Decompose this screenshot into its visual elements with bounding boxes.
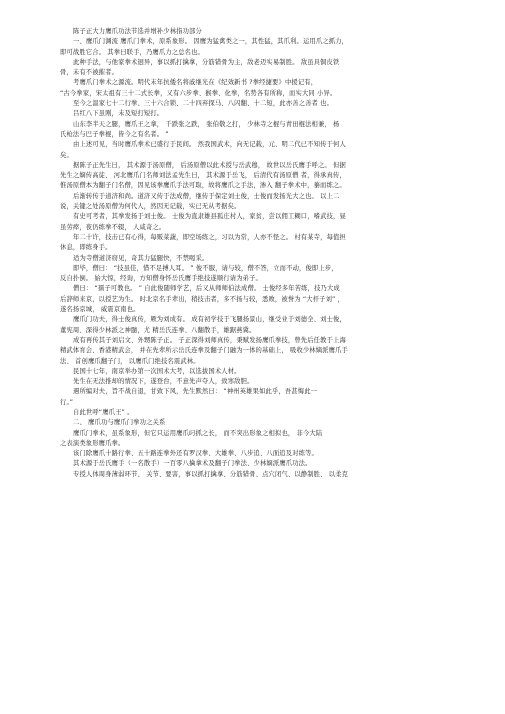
text-line: 年二十许，技击已有心得，每贩菜蔬，即空场练之，习以为常，人亦不怪之。 村有某寺，每值担 — [73, 233, 346, 241]
text-line: 后渐转传于道济和尚。道济又传于法成僧，继传于保定刘士俊，士俊而发扬光大之也。 以上二 — [73, 192, 340, 200]
text-line: 惟汤原僧本为翻子门名僧，因见该拳鹰爪手法可取，故将鹰爪之手法，渗入 翻子拳术中，蓁而练之。 — [60, 182, 346, 190]
text-line: 二、 鹰爪功与鹰爪门拳功之关系 — [73, 419, 166, 427]
text-line: 至今之温家七十二行拳、三十六合锁、二十四弃探马、八闪翻、十二短，此亦善之善者 也。 — [73, 100, 334, 108]
text-line: 骨，未有不被摧者。 — [60, 69, 119, 77]
text-line: 行。” — [60, 398, 74, 406]
text-line: 考鹰爪门拳术之源流。明代末年抗倭名将戚继光在《纪效新书 ?拳经捷要》中援记有， — [73, 79, 318, 87]
text-line: 之表演类象形鹰爪拳。 — [60, 439, 125, 447]
text-line: 后辞师来京，以授艺为生。 时北京名手辈出，稍技击者，多不扬与较，悉败，被誉为 “大杆子刘” ， — [60, 295, 345, 303]
text-line: 鹰爪门功夫，得士俊真传，厥为刘成有。 成有初学技于飞腿扬景山，继受业于刘德全、刘士俊， — [73, 316, 346, 324]
text-line: 此种手法，与他家拳术迥异，事以抓打擒拿，分筋错骨为主，敌老迈实易制胜。 敌虽具铜皮铁 — [73, 58, 340, 66]
text-line: 先生在无法推却的情况下，遂登台，不意先声夺人，致寒敌胆。 — [73, 378, 254, 386]
text-line: 说，关键之处汤原僧为何代人，然因无记载，实已无从考据矣。 — [60, 203, 241, 211]
text-line: 专授人体周身薄弱环节、 关节、要害，事以抓打擒拿、分筋错骨、点穴闭气、以静制胜、 以柔克 — [73, 470, 349, 478]
text-line: 休息，即练身手。 — [60, 244, 112, 252]
text-line: 鹰爪门拳术，虽系象形，但它只运用鹰爪叼抓之长， 而不突出形象之相拟也， 非今大陆 — [73, 429, 323, 437]
text-line: 法、 首创鹰爪翻子门， 以鹰爪门绝技名震武林。 — [60, 357, 200, 365]
text-line: 反自扑倒。 始大惊，经询，方知僧身怀岳氏鹰手绝技遂顺行请为弟子。 — [60, 275, 263, 283]
text-line: 即可战胜它合。 其拳曰联手，乃鹰爪力之总名也。 — [60, 48, 204, 56]
text-line: 成有再传其子刘启文、外甥陈子正。 子正深得刘师真传，秉赋发扬鹰爪拳技，曾先后任教于上海 — [73, 336, 346, 344]
text-line: 吕红八下虽刚，未及短打短打。 — [73, 110, 164, 118]
text-line: 先生之嫡传高徒、 河北鹰爪门名师刘法孟先生曰， 其术源于岳飞， 后清代有汤原僧 者，得承真传， — [60, 172, 346, 180]
text-line: 适为寺僧道济窃见，奇其力猛腿快，不禁喝采。 — [73, 254, 209, 262]
text-line: 民国十七年，南京举办第一次国术大考，以选拔国术人材。 — [73, 367, 241, 375]
text-line: 遂名扬京城， 威震京南也。 — [60, 306, 140, 314]
text-line: 即毕，僧曰： “技虽佳，惜不足搏人耳。 ” 俊不服，请与较，僧不答，立而不动，俊即上步， — [73, 264, 338, 272]
text-line: 氏枪法与巴子拳棍，皆今之有名者。 ” — [60, 130, 169, 138]
text-line: 董宪周、深得少林派之神髓，尤 精岳氏连拳、八翻散手，雄踞燕冀。 — [60, 326, 256, 334]
text-line: 有史可考者，其拳发扬于刘士俊。 士俊为直隶雄县狐庄村人，家贫，尝以佣工糊口，嗜武技，昼 — [73, 213, 346, 221]
text-line: 僧曰： “孺子可教也。 ” 自此俊随师学艺，后又从师师伯法成僧。 士俊经多年苦练，技乃大成 — [73, 285, 340, 293]
text-line: 山东李半天之腿，鹰爪王之拿， 千跌张之跌， 张伯敬之打， 少林寺之棍与青田棍法相兼， 杨 — [73, 120, 340, 128]
text-line: “古今拳家，宋太祖有三十二式长拳，又有六步拳、猴拳、化拳，名势各有所称，而实大同 小异。 — [60, 89, 337, 97]
text-line: 矣。 — [60, 151, 73, 159]
text-line: 其术源于岳氏鹰手（一名散手）一百零八擒拿术及翻子门拳法、少林嫡派鹰爪功法。 — [73, 460, 312, 468]
text-line: 据陈子正先生曰， 其术源于汤原僧， 后汤原僧以此术授与岳武穆， 故世以岳氏鹰手呼之。 但据 — [73, 161, 346, 169]
text-line: 遇所编对夫，旨不战自退，甘致下风，先生默然曰： “神州英雄果如此乎，吾甚悔此一 — [73, 388, 318, 396]
text-line: 虽劳瘁，夜仍练拳不辍， 人咸奇之。 — [60, 223, 166, 231]
text-line: 自此世呼“鹰爪王” 。 — [73, 408, 134, 416]
text-line: 陈子正大力鹰爪功法节选并增补少林指功部分 — [73, 28, 202, 35]
text-line: 一、鹰爪门渊流 鹰爪门拳术，原系象形。 因鹰为猛禽类之一，其性猛，其爪利。运用爪之抓力， — [73, 38, 349, 46]
text-line: 该门除鹰爪十路行拳、五十路连拳外还有罗汉拳、大雄拳、八步追、八面追及对练等。 — [73, 450, 318, 458]
text-line: 由上述可见，当时鹰爪拳术已盛行于民间。 然我国武术，向无记载，元、明二代已不知传于何人 — [73, 141, 346, 149]
text-line: 精武体育会、香港精武会， 并在先辈所示岳氏连拳及翻子门融为一体的基础上， 吸收少林嫡派鹰爪手 — [60, 347, 348, 355]
